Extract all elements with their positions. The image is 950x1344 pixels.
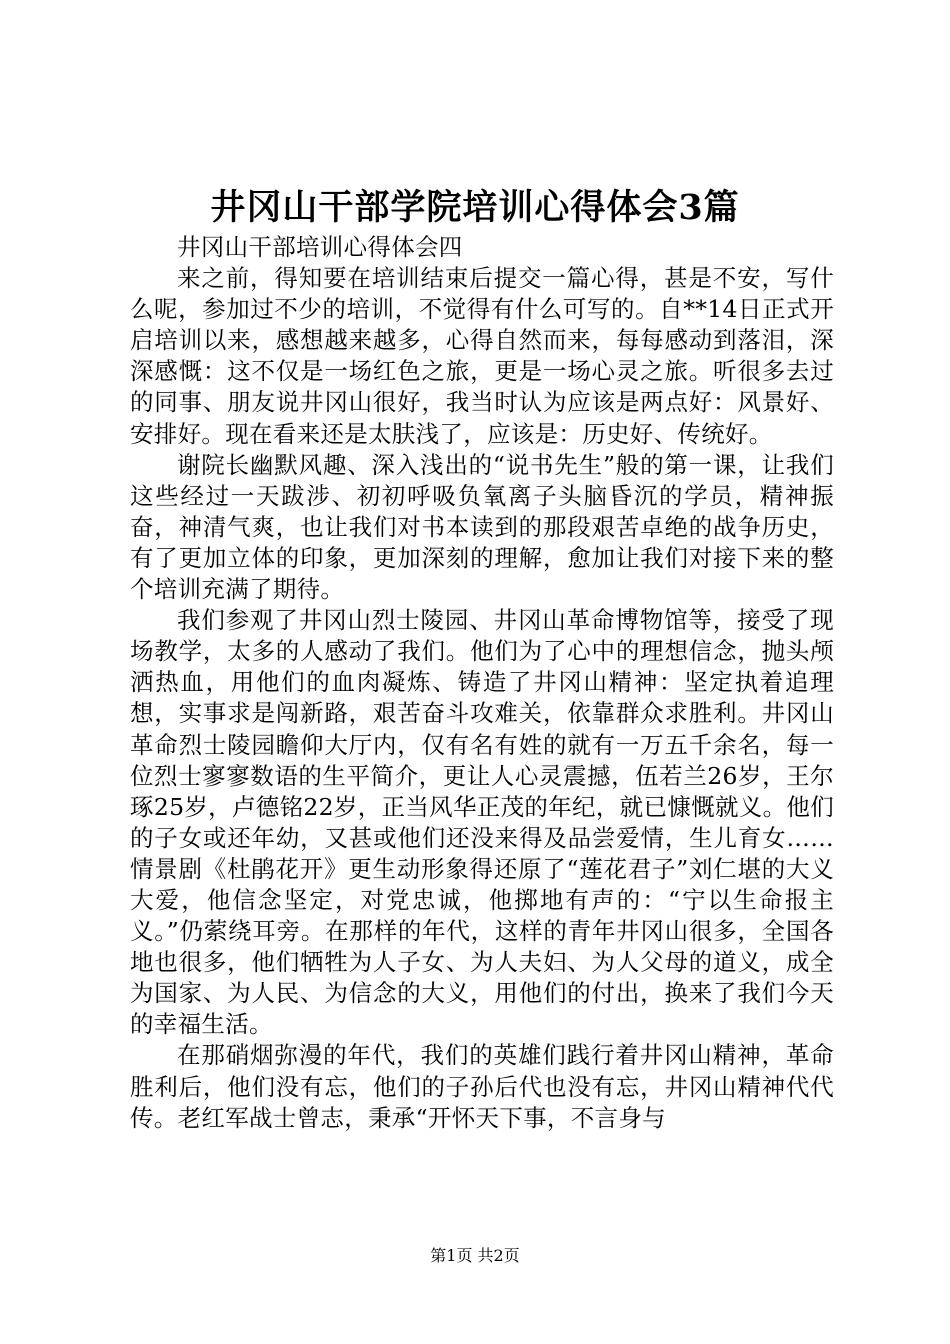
document-title: 井冈山干部学院培训心得体会3篇 bbox=[210, 187, 740, 228]
body-paragraph: 谢院长幽默风趣、深入浅出的“说书先生”般的第一课，让我们这些经过一天跋涉、初初呼吸负氧离子头脑昏沉的学员，精神振奋，神清气爽，也让我们对书本读到的那段艰苦卓绝的战争历史，有了更加立体的印象，更加深刻的理解，愈加让我们对接下来的整个培训充满了期待。 bbox=[130, 450, 834, 604]
subtitle-paragraph: 井冈山干部培训心得体会四 bbox=[177, 233, 463, 261]
document-body bbox=[130, 232, 834, 1134]
body-paragraph: 在那硝烟弥漫的年代，我们的英雄们践行着井冈山精神，革命胜利后，他们没有忘，他们的子孙后代也没有忘，井冈山精神代代传。老红军战士曾志，秉承“开怀天下事，不言身与 bbox=[130, 1041, 834, 1132]
body-paragraph: 我们参观了井冈山烈士陵园、井冈山革命博物馆等，接受了现场教学，太多的人感动了我们。他们为了心中的理想信念，抛头颅洒热血，用他们的血肉凝炼、铸造了井冈山精神：坚定执着追理想，实事求是闯新路，艰苦奋斗攻难关，依靠群众求胜利。井冈山革命烈士陵园瞻仰大厅内，仅有名有姓的就有一万五千余名，每一位烈士寥寥数语的生平简介，更让人心灵震撼，伍若兰26岁，王尔琢25岁，卢德铭22岁，正当风华正茂的年纪，就已慷慨就义。他们的子女或还年幼，又甚或他们还没来得及品尝爱情，生儿育女……情景剧《杜鹃花开》更生动形象得还原了“莲花君子”刘仁堪的大义大爱，他信念坚定，对党忠诚，他掷地有声的：“宁以生命报主义。”仍萦绕耳旁。在那样的年代，这样的青年井冈山很多，全国各地也很多，他们牺牲为人子女、为人夫妇、为人父母的道义，成全为国家、为人民、为信念的大义，用他们的付出，换来了我们今天的幸福生活。 bbox=[130, 606, 834, 1039]
page-number-footer: 第1页 共2页 bbox=[430, 1246, 520, 1265]
body-paragraph: 来之前，得知要在培训结束后提交一篇心得，甚是不安，写什么呢，参加过不少的培训，不觉得有什么可写的。自**14日正式开启培训以来，感想越来越多，心得自然而来，每每感动到落泪，深深感慨：这不仅是一场红色之旅，更是一场心灵之旅。听很多去过的同事、朋友说井冈山很好，我当时认为应该是两点好：风景好、安排好。现在看来还是太肤浅了，应该是：历史好、传统好。 bbox=[130, 264, 834, 448]
